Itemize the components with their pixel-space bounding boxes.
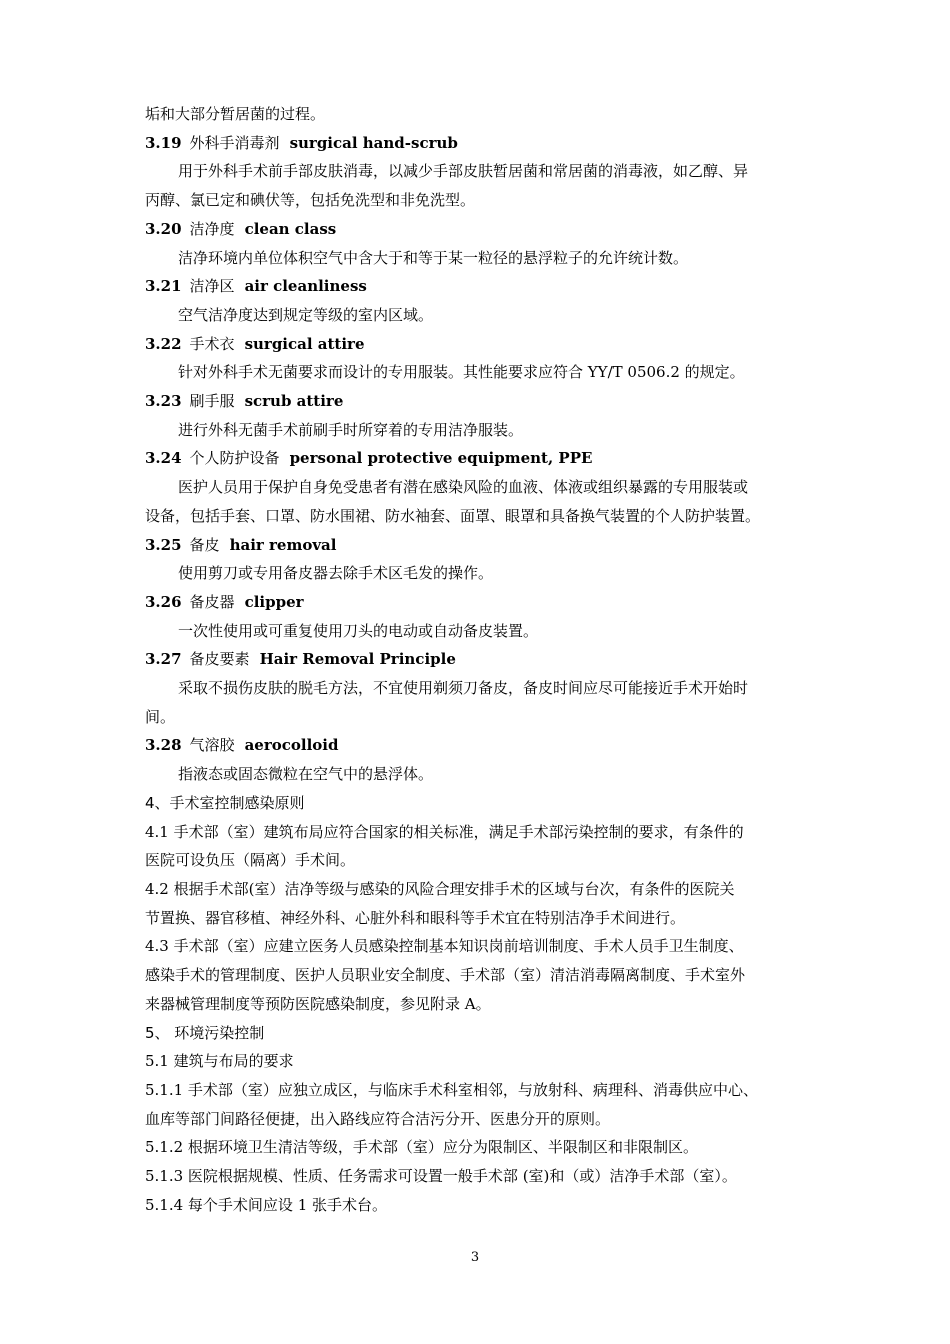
paragraph-line: 间。 (145, 707, 176, 726)
term-heading (145, 731, 810, 760)
term-number: 3.26 (145, 592, 182, 611)
paragraph-line: 血库等部门间路径便捷，出入路线应符合洁污分开、医患分开的原则。 (145, 1109, 611, 1128)
paragraph-line: 使用剪刀或专用备皮器去除手术区毛发的操作。 (178, 564, 494, 583)
paragraph-line: 5.1.4 每个手术间应设 1 张手术台。 (145, 1195, 388, 1214)
paragraph-line: 5.1 建筑与布局的要求 (145, 1052, 294, 1071)
term-number: 3.22 (145, 334, 182, 353)
term-english: clean class (244, 219, 337, 238)
term-english: surgical hand-scrub (289, 133, 458, 152)
paragraph-line: 一次性使用或可重复使用刀头的电动或自动备皮装置。 (178, 621, 539, 640)
paragraph-line: 5.1.2 根据环境卫生清洁等级，手术部（室）应分为限制区、半限制区和非限制区。 (145, 1138, 698, 1157)
paragraph-line: 4.2 根据手术部(室）洁净等级与感染的风险合理安排手术的区域与台次，有条件的医院关 (145, 879, 735, 898)
paragraph-line: 针对外科手术无菌要求而设计的专用服装。其性能要求应符合 YY/T 0506.2 的规定。 (178, 363, 745, 382)
paragraph-line: 医护人员用于保护自身免受患者有潜在感染风险的血液、体液或组织暴露的专用服装或 (178, 478, 749, 497)
paragraph-line: 采取不损伤皮肤的脱毛方法，不宜使用剃须刀备皮，备皮时间应尽可能接近手术开始时 (178, 679, 749, 698)
term-english: clipper (244, 592, 304, 611)
term-english: air cleanliness (244, 277, 367, 296)
section-heading: 5、 环境污染控制 (145, 1023, 265, 1042)
term-heading (145, 444, 810, 473)
paragraph-line: 节置换、器官移植、神经外科、心脏外科和眼科等手术宜在特别洁净手术间进行。 (145, 908, 686, 927)
term-heading (145, 645, 810, 674)
term-number: 3.21 (145, 277, 182, 296)
paragraph-line: 5.1.1 手术部（室）应独立成区，与临床手术科室相邻，与放射科、病理科、消毒供应中心、 (145, 1080, 758, 1099)
term-chinese: 备皮 (189, 535, 220, 554)
paragraph-line: 4.1 手术部（室）建筑布局应符合国家的相关标准，满足手术部污染控制的要求，有条件的 (145, 822, 744, 841)
section-heading: 4、手术室控制感染原则 (145, 793, 305, 812)
term-number: 3.23 (145, 392, 182, 411)
term-heading (145, 272, 810, 301)
term-english: aerocolloid (244, 736, 339, 755)
term-chinese: 个人防护设备 (189, 449, 280, 468)
term-chinese: 备皮要素 (189, 650, 250, 669)
term-chinese: 洁净区 (189, 277, 235, 296)
paragraph-line: 进行外科无菌手术前刷手时所穿着的专用洁净服装。 (178, 420, 524, 439)
term-english: personal protective equipment, PPE (289, 449, 593, 468)
paragraph-line: 来器械管理制度等预防医院感染制度，参见附录 A。 (145, 994, 491, 1013)
paragraph-line: 用于外科手术前手部皮肤消毒，以减少手部皮肤暂居菌和常居菌的消毒液，如乙醇、异 (178, 162, 749, 181)
paragraph-line: 洁净环境内单位体积空气中含大于和等于某一粒径的悬浮粒子的允许统计数。 (178, 248, 689, 267)
term-heading (145, 531, 810, 560)
term-heading (145, 129, 810, 158)
paragraph-line: 4.3 手术部（室）应建立医务人员感染控制基本知识岗前培训制度、手术人员手卫生制度、 (145, 937, 744, 956)
term-number: 3.28 (145, 736, 182, 755)
term-number: 3.19 (145, 133, 182, 152)
term-heading (145, 588, 810, 617)
term-number: 3.25 (145, 535, 182, 554)
term-number: 3.24 (145, 449, 182, 468)
page-number: 3 (470, 1250, 480, 1265)
term-number: 3.20 (145, 219, 182, 238)
term-heading (145, 215, 810, 244)
document-body (145, 100, 810, 1219)
term-heading (145, 330, 810, 359)
term-chinese: 洁净度 (189, 219, 235, 238)
paragraph-line: 垢和大部分暂居菌的过程。 (145, 105, 326, 123)
paragraph-line: 指液态或固态微粒在空气中的悬浮体。 (178, 765, 434, 784)
term-english: Hair Removal Principle (259, 650, 456, 669)
term-heading (145, 387, 810, 416)
term-number: 3.27 (145, 650, 182, 669)
paragraph-line: 丙醇、氯已定和碘伏等，包括免洗型和非免洗型。 (145, 191, 476, 210)
paragraph-line: 空气洁净度达到规定等级的室内区域。 (178, 305, 434, 324)
paragraph-line: 设备，包括手套、口罩、防水围裙、防水袖套、面罩、眼罩和具备换气装置的个人防护装置。 (145, 506, 761, 525)
term-chinese: 外科手消毒剂 (189, 133, 280, 152)
paragraph-line: 感染手术的管理制度、医护人员职业安全制度、手术部（室）清洁消毒隔离制度、手术室外 (145, 966, 746, 985)
paragraph-line: 5.1.3 医院根据规模、性质、任务需求可设置一般手术部 (室)和（或）洁净手术部（室）。 (145, 1167, 737, 1186)
term-english: scrub attire (244, 392, 344, 411)
term-chinese: 气溶胶 (189, 736, 235, 755)
term-chinese: 刷手服 (189, 392, 235, 411)
term-chinese: 手术衣 (189, 334, 235, 353)
term-english: surgical attire (244, 334, 365, 353)
paragraph-line: 医院可设负压（隔离）手术间。 (145, 851, 356, 870)
term-english: hair removal (229, 535, 337, 554)
term-chinese: 备皮器 (189, 592, 235, 611)
